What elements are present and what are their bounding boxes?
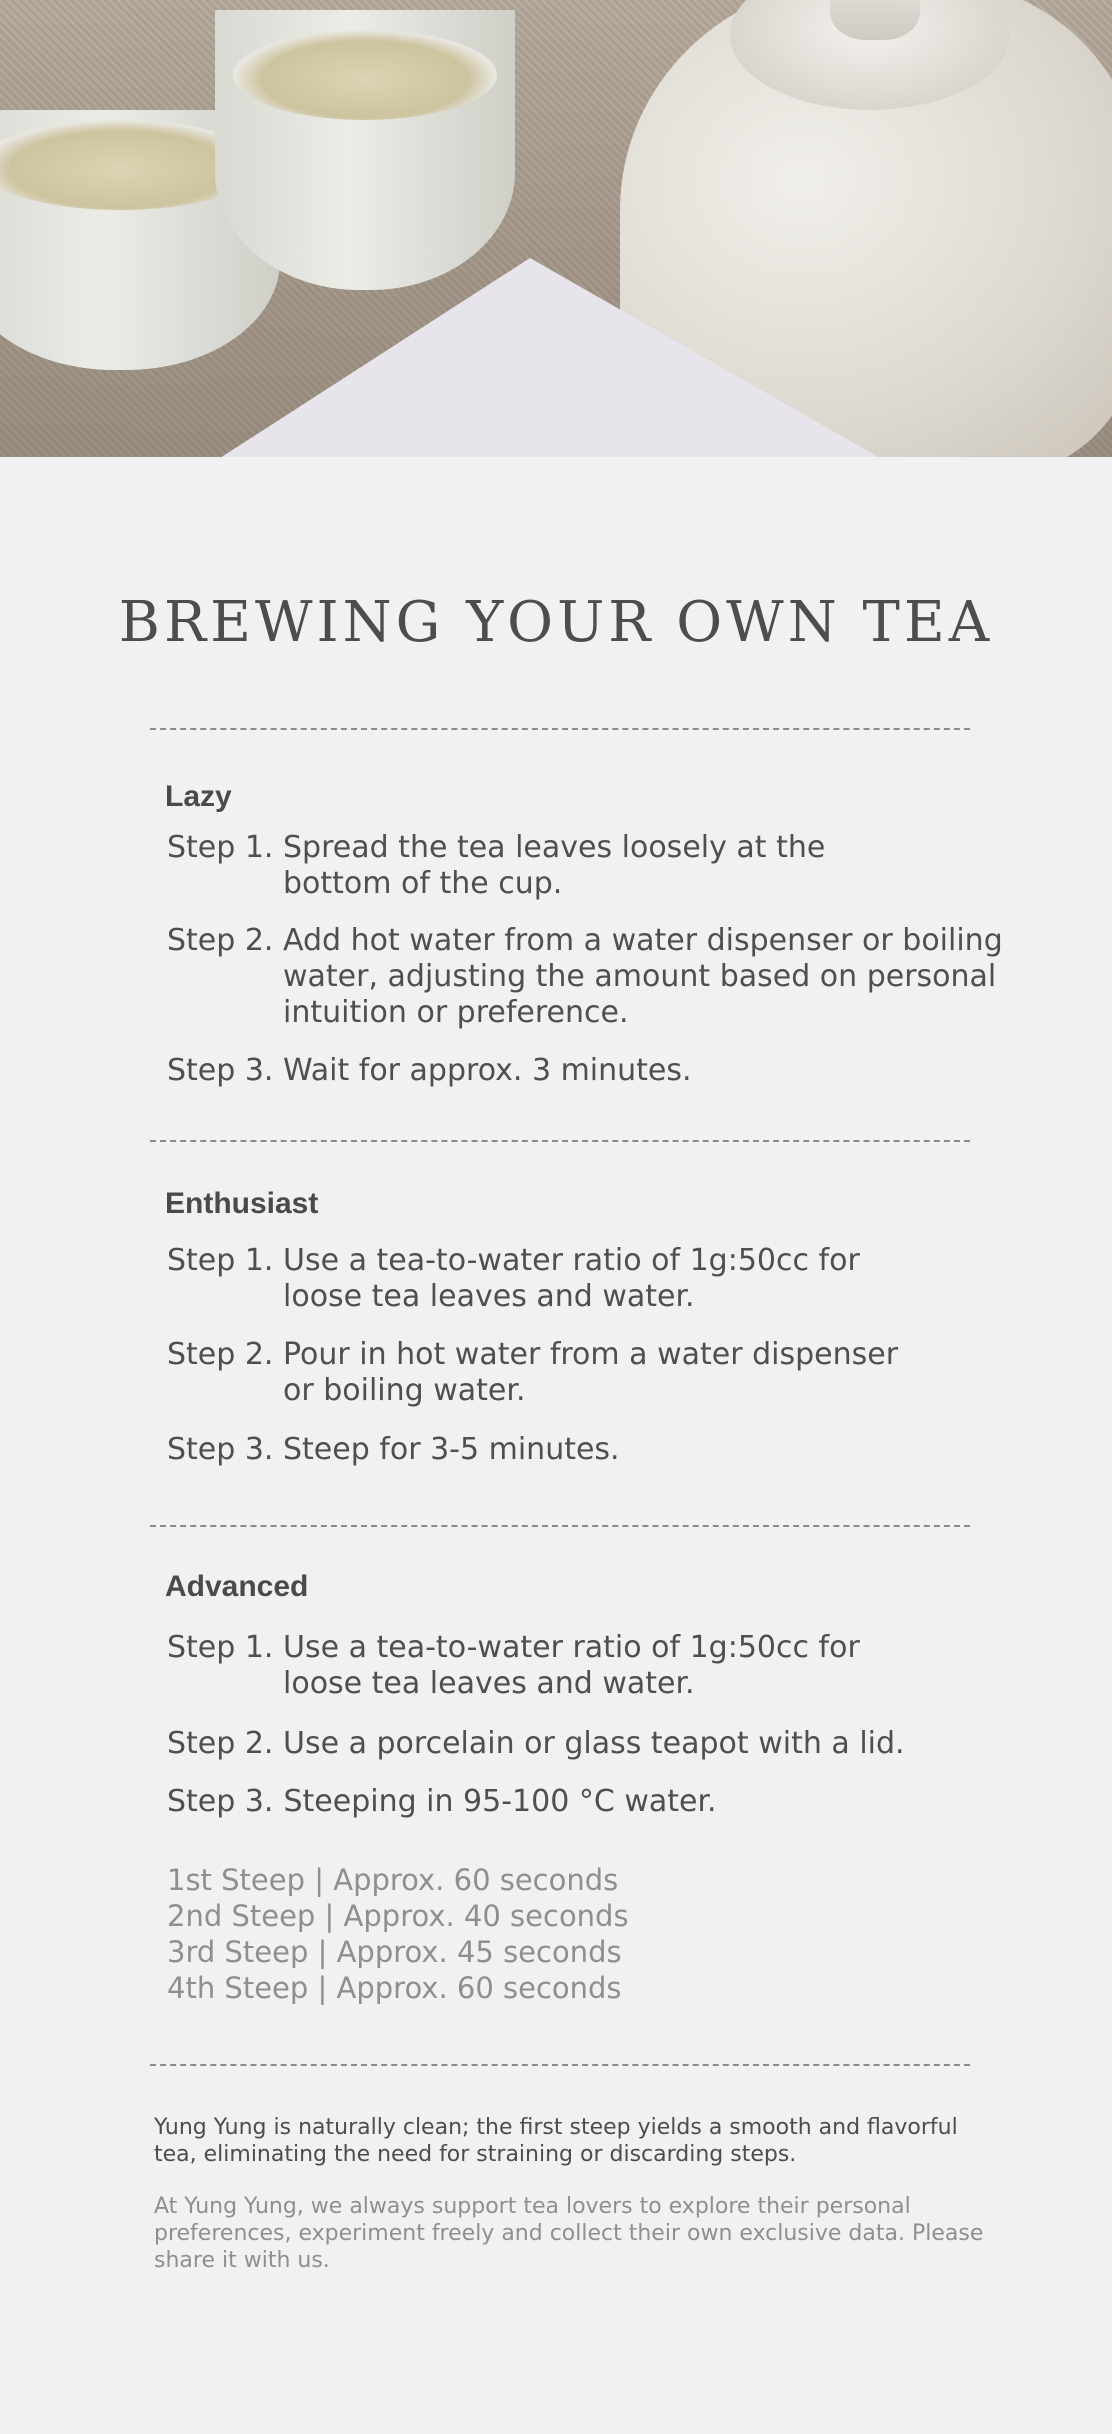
advanced-step-1 bbox=[167, 1630, 1007, 1702]
advanced-step-2 bbox=[167, 1726, 1007, 1762]
step-label: Step 2. bbox=[167, 1337, 274, 1372]
section-heading-enthusiast: Enthusiast bbox=[165, 1187, 319, 1220]
enthusiast-step-3 bbox=[167, 1432, 1007, 1468]
step-label: Step 3. bbox=[167, 1432, 274, 1467]
step-text: Spread the tea leaves loosely at the bottom of the cup. bbox=[283, 830, 826, 901]
divider bbox=[150, 728, 970, 730]
step-label: Step 1. bbox=[167, 1630, 274, 1665]
step-text: Wait for approx. 3 minutes. bbox=[283, 1053, 692, 1088]
divider bbox=[150, 1525, 970, 1527]
footer-note-share: At Yung Yung, we always support tea lovers to explore their personal preferences, experiment freely and collect their own exclusive data. Please share it with us. bbox=[154, 2194, 984, 2273]
step-text: Use a tea-to-water ratio of 1g:50cc for loose tea leaves and water. bbox=[283, 1630, 860, 1701]
hero-photo-teaware bbox=[0, 0, 1112, 457]
lazy-step-2 bbox=[167, 923, 1007, 1031]
step-label: Step 1. bbox=[167, 1243, 274, 1278]
section-heading-lazy: Lazy bbox=[165, 780, 232, 813]
steep-time-2: 2nd Steep | Approx. 40 seconds bbox=[167, 1899, 629, 1933]
footer-note-clean: Yung Yung is naturally clean; the first steep yields a smooth and flavorful tea, eliminating the need for straining or discarding steps. bbox=[154, 2115, 958, 2167]
divider bbox=[150, 1140, 970, 1142]
advanced-step-3 bbox=[167, 1784, 1007, 1820]
step-label: Step 1. bbox=[167, 830, 274, 865]
enthusiast-step-1 bbox=[167, 1243, 1007, 1315]
divider bbox=[150, 2064, 970, 2066]
section-heading-advanced: Advanced bbox=[165, 1570, 309, 1603]
step-text: Pour in hot water from a water dispenser or boiling water. bbox=[283, 1337, 899, 1408]
steep-time-3: 3rd Steep | Approx. 45 seconds bbox=[167, 1935, 622, 1969]
lazy-step-1 bbox=[167, 830, 1007, 902]
enthusiast-step-2 bbox=[167, 1337, 1007, 1409]
step-label: Step 2. bbox=[167, 923, 274, 958]
hero-paper-card bbox=[220, 258, 880, 457]
steep-time-4: 4th Steep | Approx. 60 seconds bbox=[167, 1971, 622, 2005]
steep-time-1: 1st Steep | Approx. 60 seconds bbox=[167, 1863, 619, 1897]
lazy-step-3 bbox=[167, 1053, 1007, 1089]
step-label: Step 3. bbox=[167, 1053, 274, 1088]
step-text: Add hot water from a water dispenser or boiling water, adjusting the amount based on personal intuition or preference. bbox=[283, 923, 1003, 1030]
hero-cup-middle bbox=[215, 10, 515, 290]
step-label: Step 2. bbox=[167, 1726, 274, 1761]
step-label: Step 3. bbox=[167, 1784, 274, 1819]
step-text: Use a porcelain or glass teapot with a lid. bbox=[283, 1726, 905, 1761]
step-text: Steep for 3-5 minutes. bbox=[283, 1432, 620, 1467]
page-title: BREWING YOUR OWN TEA bbox=[118, 590, 994, 655]
step-text: Use a tea-to-water ratio of 1g:50cc for loose tea leaves and water. bbox=[283, 1243, 860, 1314]
step-text: Steeping in 95-100 °C water. bbox=[283, 1784, 717, 1819]
